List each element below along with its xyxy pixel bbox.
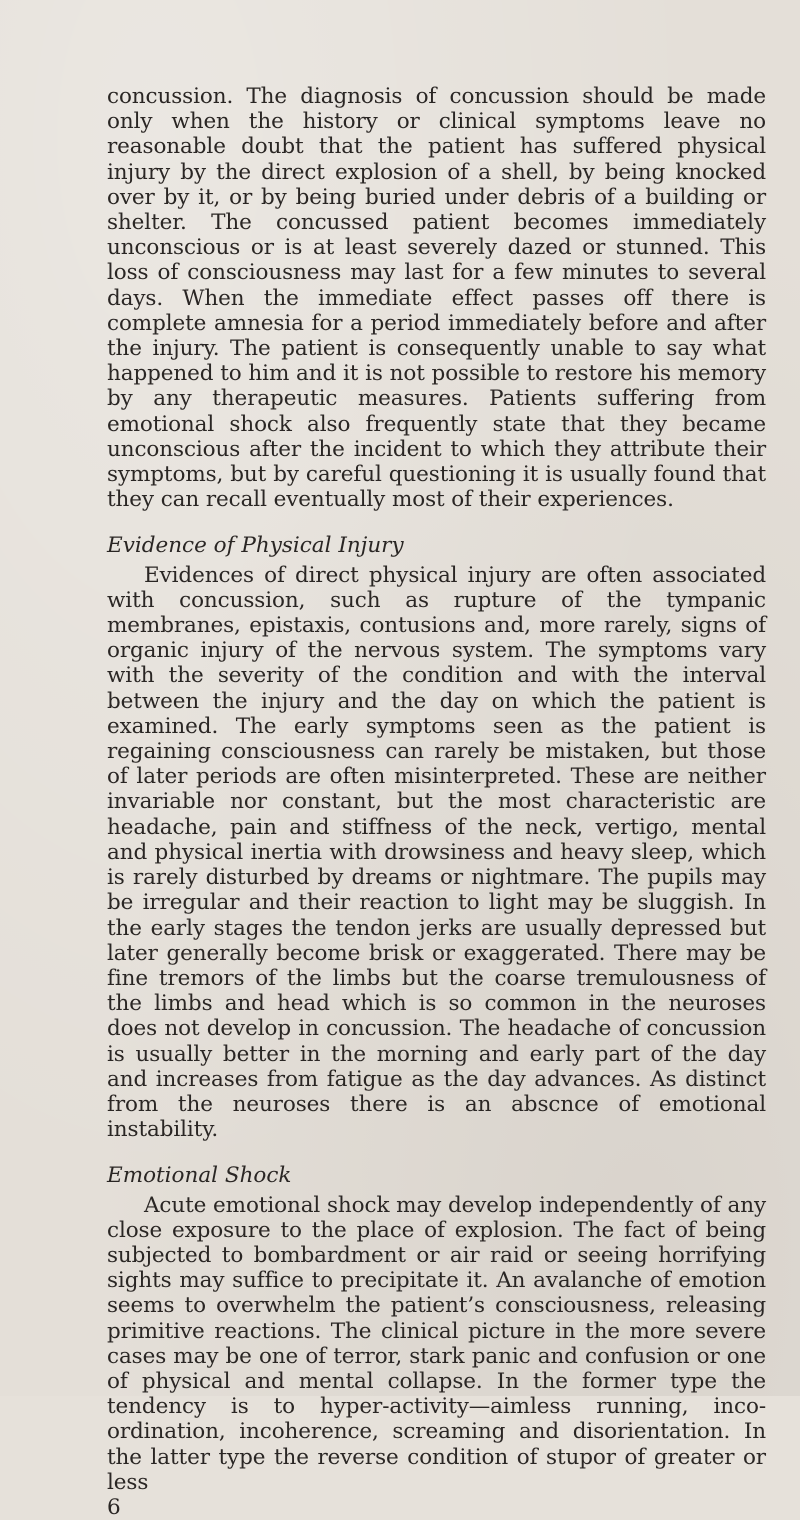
section-heading-emotional-shock: Emotional Shock xyxy=(107,1163,292,1189)
page-number: 6 xyxy=(107,1494,121,1520)
paragraph-physical-injury: Evidences of direct physical injury are often associated with concussion, such as rupture of the tympanic membranes, epistaxis, contusions and, more rarely, signs of organic injury of the nervous system. The symptoms vary with the severity of the condition and with the interval between the injury and the day on which the patient is examined. The early symptoms seen as the patient is regaining consciousness can rarely be mistaken, but those of later periods are often misinterpreted. These are neither invariable nor constant, but the most characteristic are headache, pain and stiffness of the neck, vertigo, mental and physical inertia with drowsiness and heavy sleep, which is rarely disturbed by dreams or nightmare. The pupils may be irregular and their reaction to light may be sluggish. In the early stages the tendon jerks are usually depressed but later generally become brisk or exaggerated. There may be fine tremors of the limbs but the coarse tremulousness of the limbs and head which is so common in the neuroses does not develop in concussion. The headache of concussion is usually better in the morning and early part of the day and increases from fatigue as the day advances. As distinct from the neuroses there is an abscnce of emotional instability. xyxy=(107,562,766,1143)
section-heading-physical-injury: Evidence of Physical Injury xyxy=(107,533,404,559)
paragraph-concussion-diagnosis: concussion. The diagnosis of concussion should be made only when the history or clinical symptoms leave no reasonable doubt that the patient has suffered physical injury by the direct explosion of a shell, by being knocked over by it, or by being buried under debris of a building or shelter. The concussed patient becomes immediately unconscious or is at least severely dazed or stunned. This loss of consciousness may last for a few minutes to several days. When the immediate effect passes off there is complete amnesia for a period immediately before and after the injury. The patient is consequently unable to say what happened to him and it is not possible to restore his memory by any therapeutic measures. Patients suffering from emotional shock also frequently state that they became unconscious after the incident to which they attribute their symptoms, but by careful questioning it is usually found that they can recall eventually most of their experiences. xyxy=(107,84,766,513)
paragraph-emotional-shock: Acute emotional shock may develop independently of any close exposure to the place of explosion. The fact of being subjected to bombardment or air raid or seeing horrifying sights may suffice to precipitate it. An avalanche of emotion seems to overwhelm the patient’s consciousness, releasing primitive reactions. The clinical picture in the more severe cases may be one of terror, stark panic and confusion or one of physical and mental collapse. In the former type the tendency is to hyper-activity—aimless running, inco-ordination, incoherence, screaming and disorientation. In the latter type the reverse condition of stupor of greater or less xyxy=(107,1192,766,1495)
